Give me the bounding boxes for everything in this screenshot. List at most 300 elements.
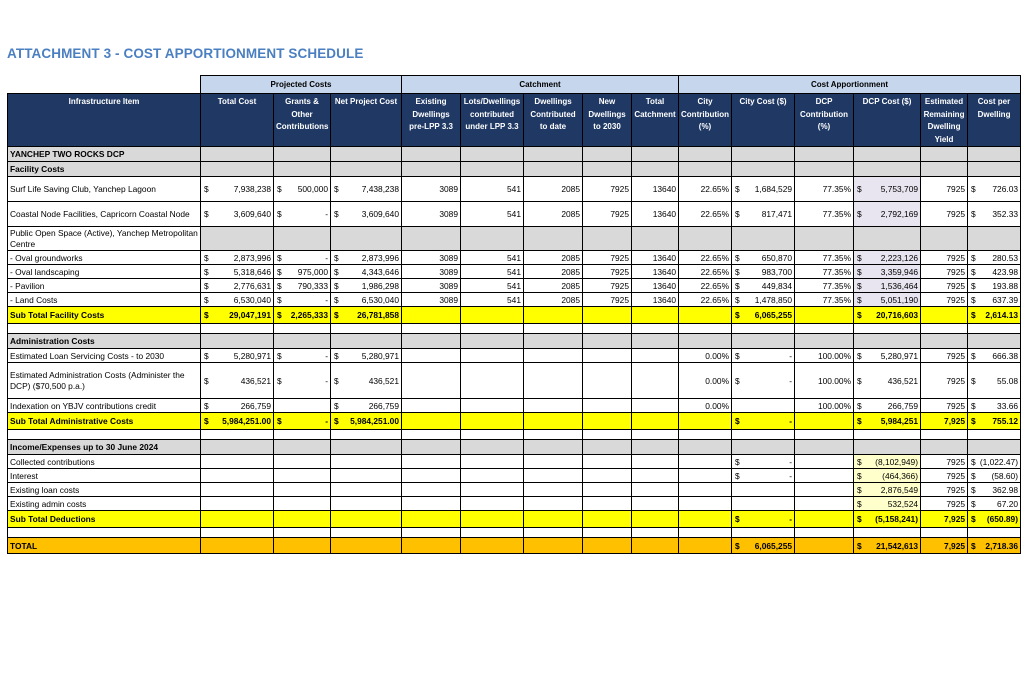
currency-symbol: $ (735, 252, 740, 263)
empty-cell (331, 528, 402, 538)
currency-symbol: $ (971, 350, 976, 361)
amount: 5,280,971 (880, 350, 919, 361)
empty-cell (461, 440, 524, 455)
empty-cell (679, 162, 732, 177)
currency-symbol: $ (334, 350, 339, 361)
city-contribution: 22.65% (679, 265, 732, 279)
amount: 5,984,251.00 (222, 416, 271, 426)
empty-cell (274, 455, 331, 469)
grants (274, 251, 331, 265)
item-label: Indexation on YBJV contributions credit (8, 399, 201, 413)
empty-cell (795, 483, 854, 497)
empty-cell (201, 147, 274, 162)
column-header: City Cost ($) (732, 94, 795, 147)
empty-cell (201, 511, 274, 528)
amount: 1,478,850 (754, 294, 793, 305)
item-label: Surf Life Saving Club, Yanchep Lagoon (8, 177, 201, 202)
empty-cell (8, 528, 201, 538)
amount: 5,280,971 (361, 350, 399, 361)
city-contribution: 22.65% (679, 251, 732, 265)
dcp-contribution: 100.00% (795, 363, 854, 399)
empty-cell (795, 227, 854, 251)
empty-cell (854, 162, 921, 177)
dcp-cost (854, 279, 921, 293)
column-header: Total Catchment (632, 94, 679, 147)
cost-per-dwelling (968, 279, 1021, 293)
amount: 790,333 (297, 280, 328, 291)
currency-symbol: $ (735, 470, 740, 481)
group-catchment: Catchment (402, 76, 679, 94)
total-cost (201, 293, 274, 307)
empty-cell (583, 497, 632, 511)
empty-cell (632, 147, 679, 162)
empty-cell (274, 227, 331, 251)
empty-cell (201, 528, 274, 538)
empty-cell (524, 147, 583, 162)
currency-symbol: $ (277, 252, 282, 263)
dwelling-yield: 7925 (921, 265, 968, 279)
total-catchment: 13640 (632, 293, 679, 307)
dcp-cost (854, 202, 921, 227)
currency-symbol: $ (204, 416, 209, 426)
net-cost (331, 399, 402, 413)
group-blank (8, 76, 201, 94)
amount: 637.39 (992, 294, 1019, 305)
subtotal-city-cost (732, 307, 795, 324)
amount: 55.08 (997, 375, 1019, 386)
amount: 2,718.36 (985, 540, 1019, 551)
currency-symbol: $ (204, 294, 209, 305)
dcp-contribution: 77.35% (795, 279, 854, 293)
currency-symbol: $ (204, 184, 209, 194)
empty-cell (795, 162, 854, 177)
amount: 449,834 (761, 280, 793, 291)
total-cost (201, 349, 274, 363)
empty-cell (201, 497, 274, 511)
empty-cell (201, 455, 274, 469)
amount: 1,986,298 (361, 280, 399, 291)
empty-cell (461, 455, 524, 469)
empty-cell (402, 363, 461, 399)
amount: 436,521 (240, 375, 271, 386)
dcp-contribution: 77.35% (795, 177, 854, 202)
amount: 726.03 (992, 184, 1019, 194)
currency-symbol: $ (971, 470, 976, 481)
spacer-row (8, 528, 1021, 538)
currency-symbol: $ (735, 184, 740, 194)
cost-per-dwelling (968, 483, 1021, 497)
empty-cell (632, 399, 679, 413)
group-header-row (8, 76, 1021, 94)
amount: 5,318,646 (233, 266, 271, 277)
column-header: Cost per Dwelling (968, 94, 1021, 147)
empty-cell (201, 324, 274, 334)
empty-cell (968, 334, 1021, 349)
amount: 6,530,040 (361, 294, 399, 305)
table-row (8, 399, 1021, 413)
city-cost (732, 202, 795, 227)
column-header: Infrastructure Item (8, 94, 201, 147)
empty-cell (679, 511, 732, 528)
empty-cell (402, 483, 461, 497)
net-cost (331, 251, 402, 265)
currency-symbol: $ (735, 456, 740, 467)
currency-symbol: $ (735, 514, 740, 524)
empty-cell (679, 469, 732, 483)
currency-symbol: $ (334, 416, 339, 426)
dcp-cost (854, 293, 921, 307)
empty-cell (461, 307, 524, 324)
amount: 21,542,613 (876, 540, 919, 551)
empty-cell (854, 324, 921, 334)
city-contribution: 0.00% (679, 399, 732, 413)
amount: 266,759 (240, 400, 271, 411)
city-contribution: 0.00% (679, 363, 732, 399)
amount: 2,876,549 (880, 484, 919, 495)
empty-cell (795, 147, 854, 162)
currency-symbol: $ (857, 416, 862, 426)
city-contribution: 22.65% (679, 177, 732, 202)
empty-cell (402, 349, 461, 363)
empty-cell (583, 413, 632, 430)
subtotal-yield: 7,925 (921, 413, 968, 430)
amount: 266,759 (368, 400, 399, 411)
empty-cell (679, 307, 732, 324)
amount: 1,536,464 (880, 280, 919, 291)
amount: 352.33 (992, 209, 1019, 219)
city-contribution: 22.65% (679, 202, 732, 227)
amount: 29,047,191 (229, 310, 271, 320)
empty-cell (524, 363, 583, 399)
amount: 5,051,190 (880, 294, 919, 305)
currency-symbol: $ (857, 484, 862, 495)
empty-cell (402, 469, 461, 483)
total-cost (201, 399, 274, 413)
currency-symbol: $ (334, 252, 339, 263)
currency-symbol: $ (334, 294, 339, 305)
empty-cell (331, 147, 402, 162)
empty-cell (732, 147, 795, 162)
empty-cell (854, 430, 921, 440)
new-dwellings: 7925 (583, 251, 632, 265)
currency-symbol: $ (735, 209, 740, 219)
amount: - (789, 470, 793, 481)
dwelling-yield: 7925 (921, 469, 968, 483)
empty-cell (201, 162, 274, 177)
section-dcp: YANCHEP TWO ROCKS DCP (8, 147, 201, 162)
grants (274, 265, 331, 279)
lots-dwellings: 541 (461, 265, 524, 279)
cost-per-dwelling (968, 177, 1021, 202)
currency-symbol: $ (971, 456, 976, 467)
empty-cell (274, 497, 331, 511)
amount: 5,984,251.00 (350, 416, 399, 426)
amount: 2,792,169 (880, 209, 919, 219)
amount: - (789, 375, 793, 386)
column-header: Lots/Dwellings contributed under LPP 3.3 (461, 94, 524, 147)
empty-cell (331, 430, 402, 440)
amount: 532,524 (887, 498, 919, 509)
empty-cell (583, 483, 632, 497)
amount: (464,366) (882, 470, 919, 481)
empty-cell (968, 440, 1021, 455)
total-cost (201, 177, 274, 202)
section-row (8, 162, 1021, 177)
cost-per-dwelling (968, 251, 1021, 265)
subtotal-total (201, 413, 274, 430)
empty-cell (583, 511, 632, 528)
table-row (8, 293, 1021, 307)
cost-per-dwelling (968, 293, 1021, 307)
column-header: Dwellings Contributed to date (524, 94, 583, 147)
currency-symbol: $ (277, 209, 282, 219)
empty-cell (583, 440, 632, 455)
item-label: Existing admin costs (8, 497, 201, 511)
grants (274, 363, 331, 399)
currency-symbol: $ (971, 375, 976, 386)
currency-symbol: $ (204, 252, 209, 263)
empty-cell (461, 399, 524, 413)
currency-symbol: $ (277, 375, 282, 386)
currency-symbol: $ (277, 310, 282, 320)
city-cost (732, 349, 795, 363)
currency-symbol: $ (971, 252, 976, 263)
dwelling-yield: 7925 (921, 202, 968, 227)
cost-per-dwelling (968, 202, 1021, 227)
empty-cell (524, 307, 583, 324)
currency-symbol: $ (204, 375, 209, 386)
column-header: Existing Dwellings pre-LPP 3.3 (402, 94, 461, 147)
empty-cell (921, 334, 968, 349)
empty-cell (331, 334, 402, 349)
amount: - (789, 514, 793, 524)
table-row (8, 251, 1021, 265)
currency-symbol: $ (857, 400, 862, 411)
amount: 7,938,238 (233, 184, 271, 194)
empty-cell (632, 307, 679, 324)
empty-cell (461, 162, 524, 177)
amount: 26,781,858 (357, 310, 399, 320)
table-row (8, 279, 1021, 293)
group-cost-apportionment: Cost Apportionment (679, 76, 1021, 94)
table-row (8, 363, 1021, 399)
group-projected-costs: Projected Costs (201, 76, 402, 94)
currency-symbol: $ (857, 514, 862, 524)
amount: 2,776,631 (233, 280, 271, 291)
currency-symbol: $ (735, 540, 740, 551)
section-facility: Facility Costs (8, 162, 201, 177)
currency-symbol: $ (204, 280, 209, 291)
amount: 3,609,640 (233, 209, 271, 219)
amount: 650,870 (761, 252, 793, 263)
dcp-cost (854, 363, 921, 399)
dcp-contribution: 77.35% (795, 293, 854, 307)
currency-symbol: $ (277, 350, 282, 361)
total-per-dwelling (968, 538, 1021, 554)
empty-cell (461, 147, 524, 162)
subtotal-net (331, 413, 402, 430)
empty-cell (331, 440, 402, 455)
city-cost (732, 293, 795, 307)
table-row (8, 497, 1021, 511)
empty-cell (679, 227, 732, 251)
empty-cell (461, 469, 524, 483)
section-admin: Administration Costs (8, 334, 201, 349)
existing-dwellings: 3089 (402, 265, 461, 279)
empty-cell (583, 455, 632, 469)
amount: 2,614.13 (985, 310, 1019, 320)
subtotal-label: Sub Total Facility Costs (8, 307, 201, 324)
section-row (8, 147, 1021, 162)
subtotal-dcp-cost (854, 307, 921, 324)
currency-symbol: $ (857, 209, 862, 219)
empty-cell (524, 455, 583, 469)
dwellings-contributed: 2085 (524, 265, 583, 279)
amount: 7,438,238 (361, 184, 399, 194)
dwelling-yield: 7925 (921, 363, 968, 399)
amount: 2,873,996 (361, 252, 399, 263)
empty-cell (632, 324, 679, 334)
empty-cell (921, 440, 968, 455)
lots-dwellings: 541 (461, 279, 524, 293)
total-cost (201, 251, 274, 265)
section-row (8, 334, 1021, 349)
dwellings-contributed: 2085 (524, 202, 583, 227)
dwellings-contributed: 2085 (524, 293, 583, 307)
empty-cell (461, 363, 524, 399)
currency-symbol: $ (857, 498, 862, 509)
new-dwellings: 7925 (583, 202, 632, 227)
amount: 5,984,251 (880, 416, 919, 426)
empty-cell (632, 469, 679, 483)
amount: - (325, 294, 328, 305)
subtotal-city-cost (732, 413, 795, 430)
empty-cell (795, 430, 854, 440)
empty-cell (732, 483, 795, 497)
item-label: Public Open Space (Active), Yanchep Metropolitan Centre (8, 227, 201, 251)
empty-cell (632, 334, 679, 349)
dwelling-yield: 7925 (921, 293, 968, 307)
empty-cell (524, 469, 583, 483)
subtotal-city-cost (732, 511, 795, 528)
empty-cell (201, 469, 274, 483)
empty-cell (968, 430, 1021, 440)
total-catchment: 13640 (632, 265, 679, 279)
subtotal-yield: 7,925 (921, 511, 968, 528)
item-label: - Oval landscaping (8, 265, 201, 279)
net-cost (331, 202, 402, 227)
amount: 500,000 (297, 184, 328, 194)
empty-cell (854, 334, 921, 349)
item-label: - Pavilion (8, 279, 201, 293)
currency-symbol: $ (857, 280, 862, 291)
cost-per-dwelling (968, 363, 1021, 399)
column-header: City Contribution (%) (679, 94, 732, 147)
empty-cell (795, 334, 854, 349)
empty-cell (274, 511, 331, 528)
currency-symbol: $ (857, 310, 862, 320)
empty-cell (402, 307, 461, 324)
dcp-contribution: 100.00% (795, 399, 854, 413)
empty-cell (201, 538, 274, 554)
column-header: Grants & Other Contributions (274, 94, 331, 147)
empty-cell (854, 147, 921, 162)
empty-cell (461, 334, 524, 349)
empty-cell (461, 227, 524, 251)
empty-cell (921, 162, 968, 177)
empty-cell (274, 324, 331, 334)
empty-cell (921, 227, 968, 251)
empty-cell (461, 528, 524, 538)
empty-cell (274, 399, 331, 413)
amount: 817,471 (761, 209, 793, 219)
empty-cell (968, 147, 1021, 162)
empty-cell (679, 334, 732, 349)
currency-symbol: $ (971, 400, 976, 411)
dwellings-contributed: 2085 (524, 279, 583, 293)
total-catchment: 13640 (632, 279, 679, 293)
grants (274, 279, 331, 293)
amount: (5,158,241) (875, 514, 919, 524)
existing-dwellings: 3089 (402, 279, 461, 293)
table-row (8, 177, 1021, 202)
currency-symbol: $ (277, 280, 282, 291)
currency-symbol: $ (277, 294, 282, 305)
empty-cell (524, 413, 583, 430)
empty-cell (679, 528, 732, 538)
subtotal-grants (274, 413, 331, 430)
amount: 362.98 (992, 484, 1019, 495)
empty-cell (461, 483, 524, 497)
subtotal-facility-row (8, 307, 1021, 324)
empty-cell (583, 538, 632, 554)
amount: - (325, 416, 328, 426)
empty-cell (632, 413, 679, 430)
net-cost (331, 177, 402, 202)
cost-per-dwelling (968, 349, 1021, 363)
currency-symbol: $ (971, 540, 976, 551)
table-row (8, 483, 1021, 497)
empty-cell (679, 440, 732, 455)
dwelling-yield: 7925 (921, 251, 968, 265)
section-income: Income/Expenses up to 30 June 2024 (8, 440, 201, 455)
spacer-row (8, 324, 1021, 334)
currency-symbol: $ (277, 266, 282, 277)
empty-cell (583, 162, 632, 177)
empty-cell (402, 497, 461, 511)
currency-symbol: $ (204, 400, 209, 411)
dcp-contribution: 77.35% (795, 202, 854, 227)
empty-cell (274, 538, 331, 554)
amount: 3,359,946 (880, 266, 919, 277)
currency-symbol: $ (971, 416, 976, 426)
empty-cell (679, 538, 732, 554)
empty-cell (274, 334, 331, 349)
amount: (650.89) (986, 514, 1019, 524)
empty-cell (402, 538, 461, 554)
empty-cell (679, 413, 732, 430)
subtotal-deductions-row (8, 511, 1021, 528)
amount: 2,223,126 (880, 252, 919, 263)
total-catchment: 13640 (632, 251, 679, 265)
currency-symbol: $ (334, 400, 339, 411)
city-cost (732, 363, 795, 399)
city-cost (732, 265, 795, 279)
empty-cell (968, 528, 1021, 538)
cost-per-dwelling (968, 399, 1021, 413)
empty-cell (732, 227, 795, 251)
amount: (1,022.47) (979, 456, 1019, 467)
